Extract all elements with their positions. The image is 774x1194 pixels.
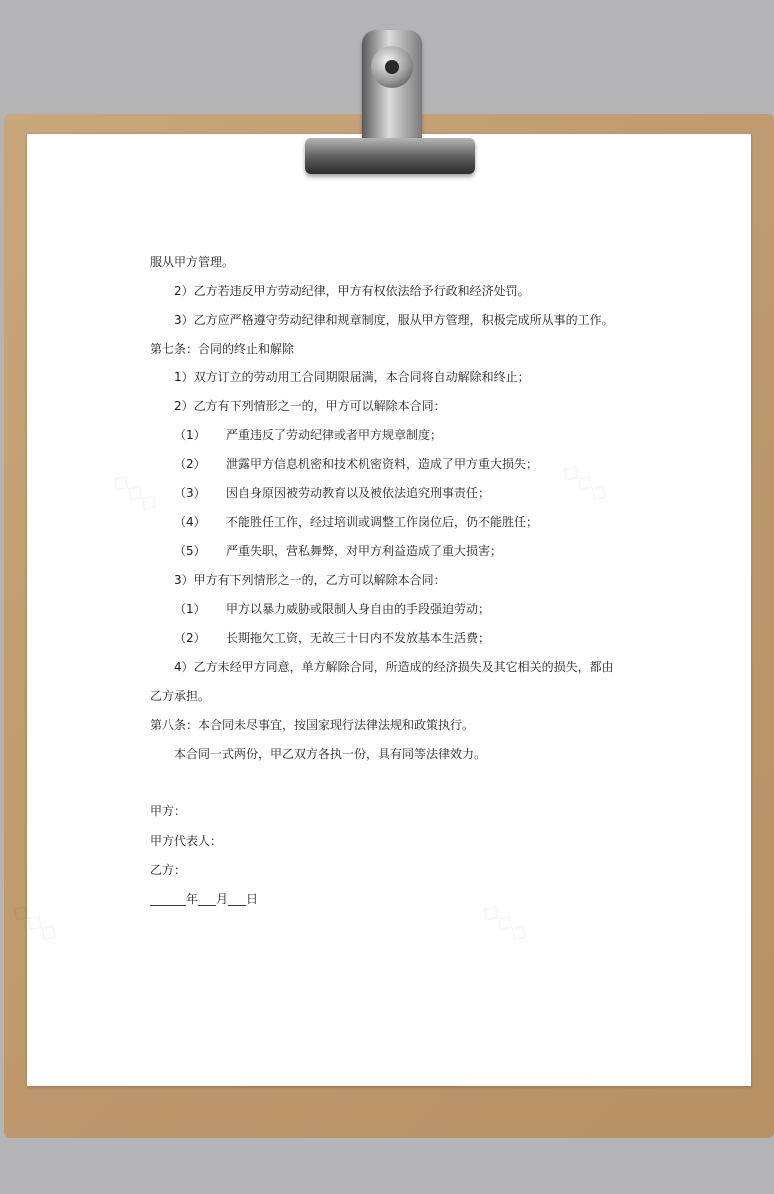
line-text: 不能胜任工作，经过培训或调整工作岗位后，仍不能胜任；	[226, 515, 539, 529]
signature-line: ______年___月___日	[150, 892, 259, 906]
line-text: 甲方以暴力威胁或限制人身自由的手段强迫劳动；	[226, 602, 491, 616]
document-line	[150, 601, 734, 617]
line-text: 本合同一式两份，甲乙双方各执一份，具有同等法律效力。	[174, 747, 487, 761]
line-text: 严重违反了劳动纪律或者甲方规章制度；	[226, 428, 443, 442]
line-text: 泄露甲方信息机密和技术机密资料，造成了甲方重大损失；	[226, 457, 539, 471]
signature-line: 甲方：	[150, 804, 187, 818]
line-text: 因自身原因被劳动教育以及被依法追究刑事责任；	[226, 486, 491, 500]
document-line	[150, 456, 734, 472]
document-line	[150, 398, 734, 414]
line-text: 长期拖欠工资，无故三十日内不发放基本生活费；	[226, 631, 491, 645]
document-line	[150, 341, 710, 357]
document-line	[150, 283, 734, 299]
list-number: （4）	[174, 515, 206, 529]
document-line	[150, 369, 734, 385]
document-line	[150, 514, 734, 530]
list-number: （1）	[174, 428, 206, 442]
line-text: 严重失职，营私舞弊，对甲方利益造成了重大损害；	[226, 544, 503, 558]
line-text: 2）乙方有下列情形之一的，甲方可以解除本合同：	[174, 399, 446, 413]
document-line	[150, 746, 734, 762]
line-text: 乙方承担。	[150, 689, 211, 703]
list-number: （2）	[174, 631, 206, 645]
binder-clip-plate	[305, 138, 475, 174]
watermark: ◇◇◇	[107, 467, 164, 518]
line-text: 第七条：合同的终止和解除	[150, 342, 295, 356]
document-line	[150, 717, 710, 733]
document-line	[150, 543, 734, 559]
signature-line: 甲方代表人：	[150, 834, 223, 848]
document-line	[150, 572, 734, 588]
line-text: 服从甲方管理。	[150, 255, 235, 269]
signature-line: 乙方：	[150, 863, 187, 877]
watermark: ◇◇◇	[7, 897, 64, 948]
line-text: 2）乙方若违反甲方劳动纪律，甲方有权依法给予行政和经济处罚。	[174, 284, 530, 298]
document-line	[150, 659, 734, 675]
document-line	[150, 688, 710, 704]
document-line	[150, 630, 734, 646]
document-line	[150, 485, 734, 501]
line-text: 4）乙方未经甲方同意，单方解除合同，所造成的经济损失及其它相关的损失，都由	[174, 660, 614, 674]
list-number: （3）	[174, 486, 206, 500]
list-number: （1）	[174, 602, 206, 616]
document-line	[150, 254, 710, 270]
document-line	[150, 427, 734, 443]
line-text: 1）双方订立的劳动用工合同期限届满，本合同将自动解除和终止；	[174, 370, 530, 384]
watermark: ◇◇◇	[557, 457, 614, 508]
watermark: ◇◇◇	[477, 897, 534, 948]
binder-clip-hole	[385, 60, 399, 74]
line-text: 3）甲方有下列情形之一的，乙方可以解除本合同：	[174, 573, 446, 587]
document-line	[150, 312, 734, 328]
list-number: （5）	[174, 544, 206, 558]
line-text: 3）乙方应严格遵守劳动纪律和规章制度，服从甲方管理，积极完成所从事的工作。	[174, 313, 614, 327]
line-text: 第八条：本合同未尽事宜，按国家现行法律法规和政策执行。	[150, 718, 475, 732]
list-number: （2）	[174, 457, 206, 471]
